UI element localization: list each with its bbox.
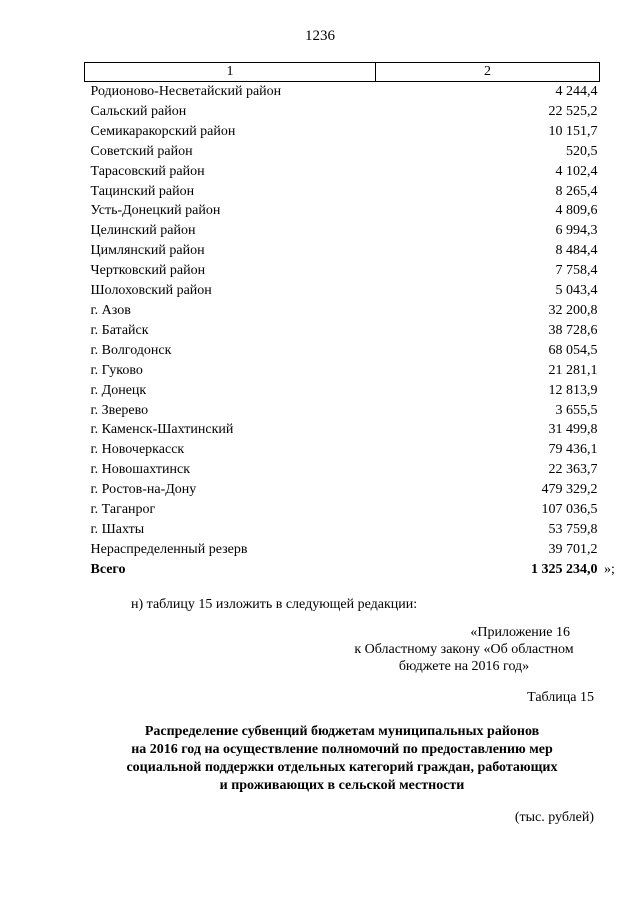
annex-line-1: «Приложение 16 [470, 625, 570, 640]
table-body [85, 82, 600, 580]
annex-line-2: к Областному закону «Об областном [354, 642, 574, 657]
distribution-table [84, 62, 600, 580]
heading-line-3: социальной поддержки отдельных категорий граждан, работающих [126, 760, 558, 775]
table-row [85, 460, 600, 480]
row-value: 6 994,3 [555, 223, 598, 239]
table-row [85, 201, 600, 221]
row-name: Чертковский район [90, 263, 206, 279]
row-value: 5 043,4 [555, 283, 598, 299]
row-value: 8 484,4 [555, 243, 598, 259]
row-value: 68 054,5 [548, 342, 598, 358]
closing-quote-mark: »; [604, 562, 615, 577]
table-row [85, 520, 600, 540]
table-heading [84, 723, 600, 795]
row-name: Тацинский район [90, 183, 195, 199]
heading-line-2: на 2016 год на осуществление полномочий по предоставлению мер [131, 742, 553, 757]
page-number: 1236 [305, 28, 335, 44]
row-name: Шолоховский район [90, 283, 212, 299]
total-label: Всего [90, 561, 126, 577]
row-value: 31 499,8 [548, 422, 598, 438]
row-name: Советский район [90, 143, 193, 159]
row-value: 79 436,1 [548, 442, 598, 458]
column-header-2: 2 [376, 63, 600, 82]
row-name: Цимлянский район [90, 243, 205, 259]
row-name: г. Донецк [90, 382, 147, 398]
table-row [85, 241, 600, 261]
row-value: 3 655,5 [555, 402, 598, 418]
row-value: 4 809,6 [555, 203, 598, 219]
table-row [85, 480, 600, 500]
row-name: Целинский район [90, 223, 196, 239]
row-name: Родионово-Несветайский район [90, 84, 282, 99]
row-value: 22 525,2 [548, 103, 598, 119]
row-value: 53 759,8 [548, 521, 598, 537]
row-value: 21 281,1 [548, 362, 598, 378]
table-row [85, 102, 600, 122]
row-name: г. Ростов-на-Дону [90, 482, 197, 498]
row-name: г. Шахты [90, 521, 145, 537]
row-name: г. Азов [90, 302, 131, 318]
total-value: 1 325 234,0 [531, 561, 598, 577]
table-row [85, 142, 600, 162]
table-row [85, 162, 600, 182]
table-row [85, 301, 600, 321]
row-value: 32 200,8 [548, 302, 598, 318]
row-value: 22 363,7 [548, 462, 598, 478]
table-row [85, 381, 600, 401]
row-value: 39 701,2 [548, 541, 598, 557]
row-name: г. Каменск-Шахтинский [90, 422, 234, 438]
row-value: 4 244,4 [555, 84, 598, 99]
row-value: 479 329,2 [541, 482, 598, 498]
table-row [85, 341, 600, 361]
table-row [85, 321, 600, 341]
row-name: Сальский район [90, 103, 187, 119]
table-row [85, 122, 600, 142]
annex-reference [334, 624, 594, 675]
row-value: 38 728,6 [548, 322, 598, 338]
total-row [85, 560, 600, 580]
row-name: Усть-Донецкий район [90, 203, 221, 219]
table-row [85, 281, 600, 301]
row-name: г. Батайск [90, 322, 149, 338]
row-name: г. Зверево [90, 402, 149, 418]
row-value: 8 265,4 [555, 183, 598, 199]
table-row [85, 361, 600, 381]
row-value: 4 102,4 [555, 163, 598, 179]
units-label: (тыс. рублей) [514, 810, 594, 825]
table-row [85, 500, 600, 520]
row-name: Тарасовский район [90, 163, 205, 179]
table-row [85, 221, 600, 241]
row-name: г. Таганрог [90, 502, 156, 518]
row-value: 12 813,9 [548, 382, 598, 398]
row-name: г. Гуково [90, 362, 143, 378]
table-row [85, 420, 600, 440]
table-number: Таблица 15 [527, 690, 594, 705]
row-value: 7 758,4 [555, 263, 598, 279]
table-row [85, 82, 600, 102]
row-value: 10 151,7 [548, 123, 598, 139]
annex-line-3: бюджете на 2016 год» [398, 659, 530, 674]
row-name: г. Волгодонск [90, 342, 172, 358]
table-row [85, 261, 600, 281]
table-row [85, 182, 600, 202]
row-name: г. Новошахтинск [90, 462, 191, 478]
row-value: 107 036,5 [541, 502, 598, 518]
row-name: г. Новочеркасск [90, 442, 185, 458]
table-header-row [85, 63, 600, 82]
heading-line-1: Распределение субвенций бюджетам муниципальных районов [144, 724, 540, 739]
table-row [85, 401, 600, 421]
table-row [85, 440, 600, 460]
table-row [85, 540, 600, 560]
instruction-text: н) таблицу 15 изложить в следующей редакции: [131, 597, 418, 612]
heading-line-4: и проживающих в сельской местности [219, 778, 465, 793]
row-name: Нераспределенный резерв [90, 541, 248, 557]
row-name: Семикаракорский район [90, 123, 236, 139]
column-header-1: 1 [85, 63, 376, 82]
row-value: 520,5 [566, 143, 598, 159]
